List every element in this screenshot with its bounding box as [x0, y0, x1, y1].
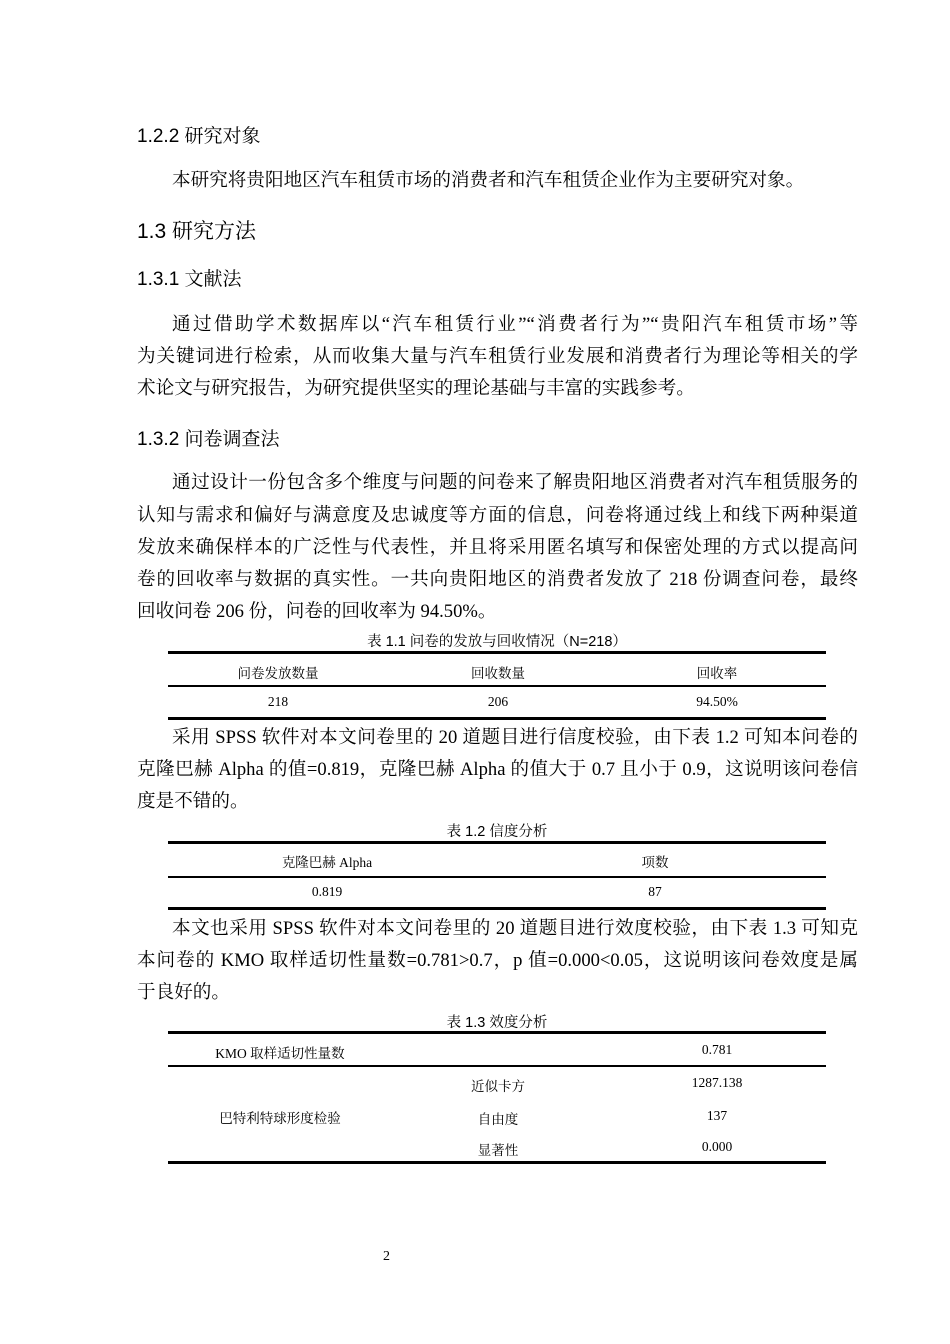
- table-cell: 1287.138: [691, 1075, 743, 1090]
- table-rule: [168, 907, 826, 910]
- table-cell: 0.000: [701, 1139, 733, 1154]
- table-cell: 87: [648, 884, 662, 899]
- table-cell: 自由度: [477, 1112, 519, 1127]
- paragraph-line: 为关键词进行检索，从而收集大量与汽车租赁行业发展和消费者行为理论等相关的学: [137, 346, 858, 367]
- table-rule: [168, 651, 826, 654]
- table-rule: [168, 1031, 826, 1034]
- table-header: 项数: [641, 855, 669, 870]
- paragraph-line: 于良好的。: [137, 982, 230, 1003]
- table-3-caption: 表 1.3 效度分析: [446, 1015, 548, 1031]
- paragraph-line: 通过借助学术数据库以“汽车租赁行业”“消费者行为”“贵阳汽车租赁市场”等: [172, 314, 858, 335]
- table-1-caption: 表 1.1 问卷的发放与回收情况（N=218）: [367, 634, 627, 650]
- table-header: 问卷发放数量: [237, 666, 319, 681]
- heading-1-3-1: 1.3.1 文献法: [137, 269, 242, 290]
- table-header: 回收数量: [471, 666, 525, 681]
- paragraph-line: 术论文与研究报告，为研究提供坚实的理论基础与丰富的实践参考。: [137, 378, 695, 399]
- paragraph-line: 通过设计一份包含多个维度与问题的问卷来了解贵阳地区消费者对汽车租赁服务的: [172, 472, 858, 493]
- paragraph-line: 度是不错的。: [137, 791, 249, 812]
- paragraph-line: 本问卷的 KMO 取样适切性量数=0.781>0.7，p 值=0.000<0.05，这说明该问卷效度是属: [137, 950, 858, 971]
- table-rule: [168, 1065, 826, 1067]
- table-cell: 94.50%: [696, 694, 738, 709]
- table-cell: 137: [706, 1108, 728, 1123]
- paragraph-line: 本研究将贵阳地区汽车租赁市场的消费者和汽车租赁企业作为主要研究对象。: [172, 170, 805, 191]
- table-rule: [168, 685, 826, 687]
- table-cell: 0.819: [311, 884, 343, 899]
- paragraph-line: 发放来确保样本的广泛性与代表性，并且将采用匿名填写和保密处理的方式以提高问: [137, 537, 858, 558]
- table-2-caption: 表 1.2 信度分析: [446, 824, 548, 840]
- kmo-value: 0.781: [701, 1042, 733, 1057]
- table-rule: [168, 1161, 826, 1164]
- heading-1-2-2: 1.2.2 研究对象: [137, 126, 261, 147]
- paragraph-line: 克隆巴赫 Alpha 的值=0.819，克隆巴赫 Alpha 的值大于 0.7 且小于 0.9，这说明该问卷信: [137, 759, 858, 780]
- paragraph-line: 认知与需求和偏好与满意度及忠诚度等方面的信息，问卷将通过线上和线下两种渠道: [137, 505, 858, 526]
- table-cell: 近似卡方: [471, 1079, 525, 1094]
- heading-1-3-2: 1.3.2 问卷调查法: [137, 429, 280, 450]
- paragraph-line: 回收问卷 206 份，问卷的回收率为 94.50%。: [137, 601, 497, 622]
- table-header: 回收率: [696, 666, 738, 681]
- table-rule: [168, 841, 826, 844]
- table-rule: [168, 717, 826, 720]
- table-rule: [168, 876, 826, 878]
- table-cell: 显著性: [477, 1143, 519, 1158]
- paragraph-line: 采用 SPSS 软件对本文问卷里的 20 道题目进行信度校验，由下表 1.2 可知本问卷的: [172, 727, 858, 748]
- paragraph-line: 卷的回收率与数据的真实性。一共向贵阳地区的消费者发放了 218 份调查问卷，最终: [137, 569, 858, 590]
- kmo-label: KMO 取样适切性量数: [215, 1046, 345, 1061]
- table-cell: 218: [267, 694, 289, 709]
- table-header: 克隆巴赫 Alpha: [281, 855, 373, 870]
- page-number: 2: [383, 1249, 390, 1264]
- paragraph-line: 本文也采用 SPSS 软件对本文问卷里的 20 道题目进行效度校验，由下表 1.3 可知克: [172, 918, 858, 939]
- bartlett-label: 巴特利特球形度检验: [219, 1111, 341, 1126]
- heading-1-3: 1.3 研究方法: [137, 220, 257, 243]
- table-cell: 206: [487, 694, 509, 709]
